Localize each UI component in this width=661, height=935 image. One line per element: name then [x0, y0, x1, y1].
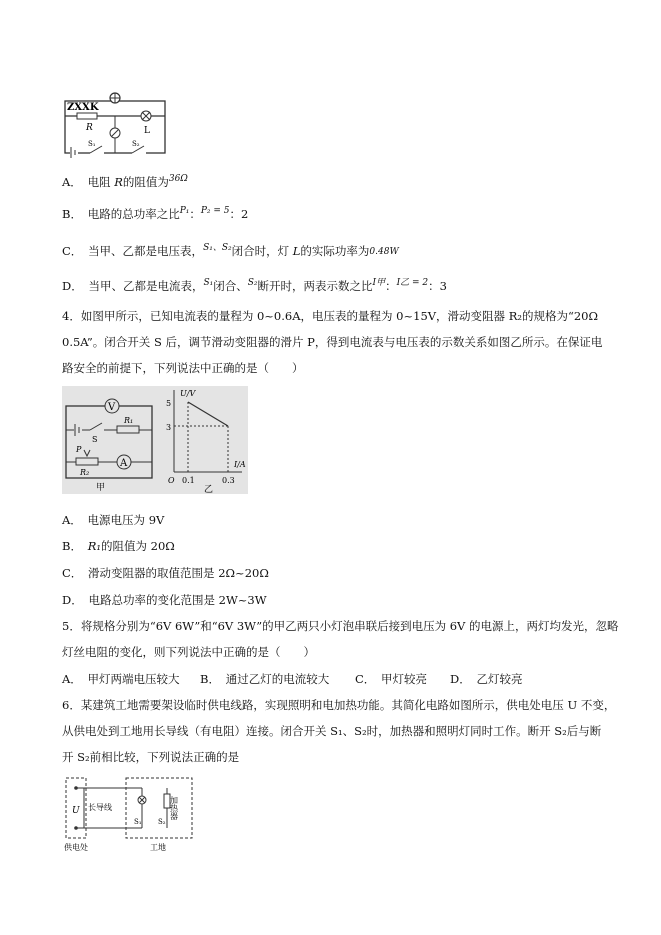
fig1-S1-label: S₁: [88, 140, 96, 148]
fig-yi-xlabel: I/A: [234, 460, 246, 469]
fig6-S2-label: S₂: [158, 818, 166, 826]
fig6-S1-label: S₁: [134, 818, 142, 826]
fig1-R-label: R: [86, 123, 93, 133]
fig-jia-caption: 甲: [96, 483, 106, 493]
fig-yi-y5: 5: [166, 399, 172, 408]
fig-jia-V: V: [108, 402, 116, 413]
q4-line-3: 路安全的前提下，下列说法中正确的是（ ）: [62, 361, 304, 375]
q4-option-c: C． 滑动变阻器的取值范围是 2Ω~20Ω: [62, 566, 269, 580]
fig1-L-label: L: [144, 126, 150, 136]
q5-line-2: 灯丝电阻的变化，则下列说法中正确的是（ ）: [62, 645, 315, 659]
q5-line-1: 5．将规格分别为“6V 6W”和“6V 3W”的甲乙两只小灯泡串联后接到电压为 6V 的电源上，两灯均发光，忽略: [62, 619, 619, 633]
fig-yi-origin: O: [168, 476, 175, 485]
fig6-heater-label: 加热器: [169, 796, 179, 820]
q4-line-1: 4．如图甲所示，已知电流表的量程为 0~0.6A，电压表的量程为 0~15V，滑动变阻器 R₂的规格为“20Ω: [62, 309, 599, 323]
q5-option-a: A． 甲灯两端电压较大: [62, 672, 180, 686]
q6-line-1: 6．某建筑工地需要架设临时供电线路，实现照明和电加热功能。其简化电路如图所示，供电处电压 U 不变，: [62, 698, 616, 712]
fig6-U-label: U: [72, 806, 80, 816]
fig-yi-y3: 3: [166, 423, 172, 432]
q3-option-d: D． 当甲、乙都是电流表，$^{S_1}$闭合、$^{S_2}$断开时，两表示数之比$^{I甲}$：$^{I乙 = 2}$：3: [62, 278, 447, 293]
fig6-supply-label: 供电处: [64, 843, 88, 852]
fig1-zxxk-label: ZXXK: [67, 102, 99, 113]
q3-circuit-figure: [62, 88, 172, 160]
q6-line-3: 开 S₂前相比较，下列说法正确的是: [62, 750, 240, 764]
fig-yi-x3: 0.3: [222, 476, 235, 485]
fig-yi-ylabel: U/V: [180, 389, 196, 398]
q4-option-a: A． 电源电压为 9V: [62, 513, 165, 527]
q3-option-a: A． 电阻 R的阻值为$^{36\Omega}$: [62, 174, 188, 189]
fig-jia-R1: R₁: [124, 416, 134, 425]
fig-jia-R2: R₂: [80, 468, 90, 477]
q6-circuit-figure: [62, 772, 202, 854]
q3-option-b: B． 电路的总功率之比$^{P_1}$：$^{P_2 = 5}$：2: [62, 206, 249, 221]
q5-option-b: B． 通过乙灯的电流较大: [200, 672, 330, 686]
fig-jia-S: S: [92, 435, 98, 444]
q6-line-2: 从供电处到工地用长导线（有电阻）连接。闭合开关 S₁、S₂时，加热器和照明灯同时工作。断开 S₂后与断: [62, 724, 602, 738]
fig-jia-P: P: [76, 445, 82, 454]
q3-option-c: C． 当甲、乙都是电压表，$^{S_1、S_2}$闭合时，灯 L的实际功率为0.48W: [62, 243, 399, 258]
q4-option-d: D． 电路总功率的变化范围是 2W~3W: [62, 593, 267, 607]
q4-option-b: B． R₁的阻值为 20Ω: [62, 539, 175, 553]
q5-option-c: C． 甲灯较亮: [355, 672, 428, 686]
fig-yi-x1: 0.1: [182, 476, 195, 485]
fig-jia-A: A: [120, 458, 128, 469]
q5-option-d: D． 乙灯较亮: [450, 672, 523, 686]
fig-yi-caption: 乙: [204, 485, 214, 494]
q4-figure: [62, 386, 248, 494]
q4-line-2: 0.5A”。闭合开关 S 后，调节滑动变阻器的滑片 P，得到电流表与电压表的示数关系如图乙所示。在保证电: [62, 335, 603, 349]
fig6-site-label: 工地: [150, 843, 166, 852]
q4-figure-svg: [62, 386, 248, 494]
fig6-wire-label: 长导线: [88, 803, 112, 812]
fig1-S2-label: S₂: [132, 140, 140, 148]
